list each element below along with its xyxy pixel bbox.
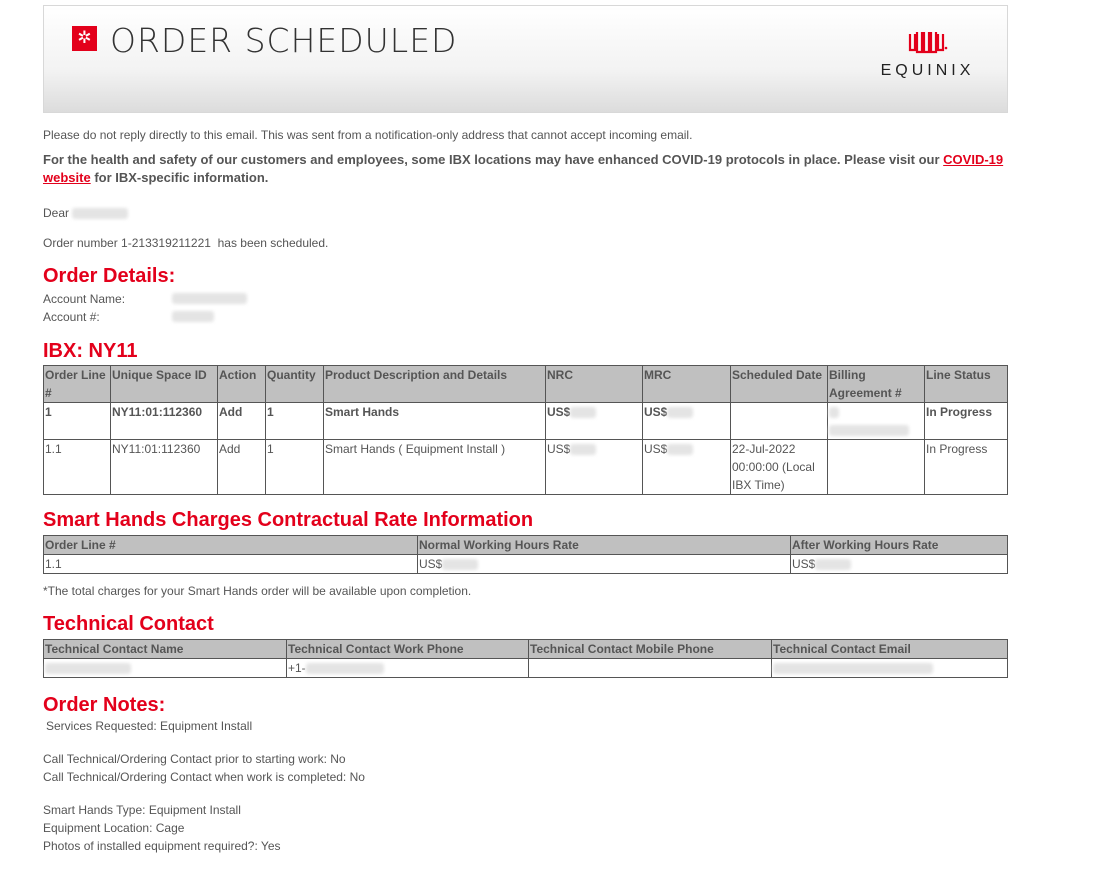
- quantity-cell: 1: [266, 403, 324, 440]
- column-header: Quantity: [266, 366, 324, 403]
- order-line-cell: 1.1: [44, 440, 111, 495]
- order-details-heading: Order Details:: [43, 265, 176, 287]
- space-id-cell: NY11:01:112360: [111, 440, 218, 495]
- mobile-phone-cell: [529, 659, 772, 678]
- redacted-value: [667, 407, 693, 418]
- redacted-name: [72, 208, 128, 219]
- account-number-row: Account #:: [43, 308, 1008, 326]
- column-header: MRC: [643, 366, 731, 403]
- column-header: Scheduled Date: [731, 366, 828, 403]
- redacted-value: [45, 663, 131, 674]
- page-title: ORDER SCHEDULED: [110, 21, 458, 60]
- redacted-value: [815, 559, 851, 570]
- line-status-cell: In Progress: [925, 440, 1008, 495]
- covid-19-website-link[interactable]: COVID-19 website: [43, 152, 1004, 185]
- order-line-cell: 1: [44, 403, 111, 440]
- table-header-row: [44, 640, 1008, 659]
- scheduled-date-cell: 22-Jul-2022 00:00:00 (Local IBX Time): [731, 440, 828, 495]
- table-header-row: [44, 366, 1008, 403]
- scheduled-date-cell: [731, 403, 828, 440]
- quantity-cell: 1: [266, 440, 324, 495]
- column-header: Technical Contact Work Phone: [287, 640, 529, 659]
- column-header: Technical Contact Email: [772, 640, 1008, 659]
- column-header: Technical Contact Name: [44, 640, 287, 659]
- equinix-logo: [870, 30, 985, 80]
- after-hours-rate-cell: US$: [791, 555, 1008, 574]
- note-services: Services Requested: Equipment Install: [46, 719, 253, 733]
- column-header: Product Description and Details: [324, 366, 546, 403]
- gear-icon: ✲: [72, 26, 97, 51]
- redacted-value: [442, 559, 478, 570]
- column-header: Order Line #: [44, 366, 111, 403]
- redacted-account-number: [172, 311, 214, 322]
- redacted-value: [829, 407, 839, 418]
- equinix-logo-icon: [908, 30, 948, 56]
- column-header: Order Line #: [44, 536, 418, 555]
- greeting: Dear: [43, 206, 1008, 220]
- ibx-heading: IBX: NY11: [43, 340, 138, 362]
- brand-name: EQUINIX: [880, 62, 975, 79]
- redacted-value: [667, 444, 693, 455]
- column-header: Billing Agreement #: [828, 366, 925, 403]
- billing-agreement-cell: [828, 403, 925, 440]
- table-row: [44, 555, 1008, 574]
- table-row: [44, 403, 1008, 440]
- order-notes: [43, 717, 1008, 855]
- email-body: [43, 5, 1008, 855]
- redacted-account-name: [172, 293, 247, 304]
- note-smart-hands-type: Smart Hands Type: Equipment Install: [43, 803, 241, 817]
- column-header: After Working Hours Rate: [791, 536, 1008, 555]
- rates-heading: Smart Hands Charges Contractual Rate Information: [43, 509, 534, 531]
- nrc-cell: US$: [546, 403, 643, 440]
- column-header: Normal Working Hours Rate: [418, 536, 791, 555]
- table-row: [44, 440, 1008, 495]
- order-number: 1-213319211221: [121, 236, 211, 250]
- contact-name-cell: [44, 659, 287, 678]
- product-cell: Smart Hands: [324, 403, 546, 440]
- redacted-value: [773, 663, 933, 674]
- account-name-row: Account Name:: [43, 290, 1008, 308]
- space-id-cell: NY11:01:112360: [111, 403, 218, 440]
- redacted-value: [570, 407, 596, 418]
- order-line-cell: 1.1: [44, 555, 418, 574]
- column-header: NRC: [546, 366, 643, 403]
- email-cell: [772, 659, 1008, 678]
- email-header: [43, 5, 1008, 113]
- note-call-prior: Call Technical/Ordering Contact prior to starting work: No: [43, 752, 346, 766]
- rates-footnote: *The total charges for your Smart Hands order will be available upon completion.: [43, 584, 472, 598]
- product-cell: Smart Hands ( Equipment Install ): [324, 440, 546, 495]
- column-header: Line Status: [925, 366, 1008, 403]
- line-status-cell: In Progress: [925, 403, 1008, 440]
- rates-table: [43, 535, 1008, 574]
- redacted-value: [306, 663, 384, 674]
- order-sentence: Order number 1-213319211221 has been scheduled.: [43, 236, 329, 250]
- order-notes-heading: Order Notes:: [43, 694, 166, 716]
- column-header: Technical Contact Mobile Phone: [529, 640, 772, 659]
- redacted-value: [570, 444, 596, 455]
- column-header: Action: [218, 366, 266, 403]
- technical-contact-heading: Technical Contact: [43, 613, 214, 635]
- mrc-cell: US$: [643, 440, 731, 495]
- billing-agreement-cell: [828, 440, 925, 495]
- normal-rate-cell: US$: [418, 555, 791, 574]
- work-phone-cell: +1-: [287, 659, 529, 678]
- nrc-cell: US$: [546, 440, 643, 495]
- note-equipment-location: Equipment Location: Cage: [43, 821, 185, 835]
- action-cell: Add: [218, 403, 266, 440]
- covid-notice: For the health and safety of our customers and employees, some IBX locations may have enhanced COVID-19 protocols in place. Please visit our COVID-19 website for IBX-specific information.: [43, 152, 1004, 185]
- technical-contact-table: [43, 639, 1008, 678]
- mrc-cell: US$: [643, 403, 731, 440]
- table-header-row: [44, 536, 1008, 555]
- ibx-order-table: [43, 365, 1008, 495]
- redacted-value: [829, 425, 909, 436]
- action-cell: Add: [218, 440, 266, 495]
- note-photos-required: Photos of installed equipment required?: Yes: [43, 839, 281, 853]
- table-row: [44, 659, 1008, 678]
- note-call-completed: Call Technical/Ordering Contact when work is completed: No: [43, 770, 365, 784]
- no-reply-notice: Please do not reply directly to this email. This was sent from a notification-only address that cannot accept incoming email.: [43, 128, 693, 142]
- column-header: Unique Space ID: [111, 366, 218, 403]
